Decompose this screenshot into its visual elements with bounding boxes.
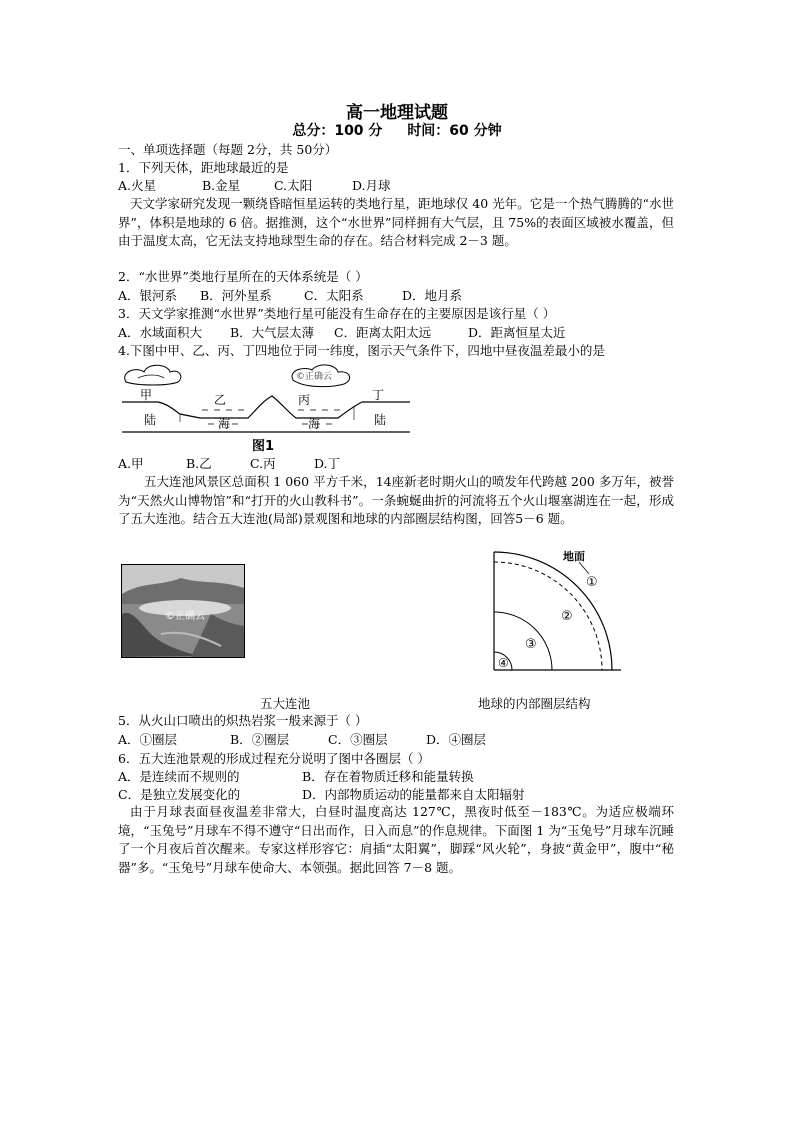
photo-caption: 五大连池: [260, 696, 311, 711]
total-score: 总分：100 分: [292, 123, 383, 139]
marker-2: ②: [561, 609, 573, 624]
label-lu-right: 陆: [374, 413, 387, 427]
label-hai-right: 海: [308, 417, 321, 431]
q4-option-a: A.甲: [118, 456, 144, 471]
watermark-fig1: ©正确云: [296, 372, 333, 382]
label-lu-left: 陆: [144, 413, 157, 427]
exam-time: 时间：60 分钟: [407, 123, 502, 139]
q6-option-b: B．存在着物质迁移和能量转换: [302, 769, 474, 784]
q1-option-c: C.太阳: [274, 178, 313, 193]
q3-option-a: A．水域面积大: [118, 325, 203, 340]
section-heading: 一、单项选择题（每题 2分，共 50分）: [118, 142, 338, 157]
layers-caption: 地球的内部圈层结构: [478, 696, 591, 711]
q5-option-d: D．④圈层: [426, 732, 487, 747]
q1-option-a: A.火星: [118, 178, 157, 193]
q2-option-d: D．地月系: [402, 288, 463, 303]
label-ding: 丁: [372, 388, 385, 402]
label-hai-left: 海: [218, 417, 231, 431]
q2-option-c: C．太阳系: [304, 288, 364, 303]
q5-option-a: A．①圈层: [118, 732, 178, 747]
page-title: 高一地理试题: [346, 103, 448, 123]
wudalianchi-photo: [121, 564, 245, 658]
q5-option-c: C．③圈层: [328, 732, 388, 747]
q5-stem: 5．从火山口喷出的炽热岩浆一般来源于（ ）: [118, 713, 368, 728]
marker-3: ③: [525, 637, 537, 652]
label-yi: 乙: [214, 393, 227, 407]
label-bing: 丙: [298, 393, 311, 407]
q3-stem: 3．天文学家推测“水世界”类地行星可能没有生命存在的主要原因是该行星（ ）: [118, 306, 556, 321]
q3-option-b: B．大气层太薄: [230, 325, 315, 340]
q2-stem: 2．“水世界”类地行星所在的天体系统是（ ）: [118, 269, 368, 284]
marker-1: ①: [586, 575, 598, 590]
q3-option-c: C．距离太阳太远: [334, 325, 432, 340]
surface-label: 地面: [563, 550, 585, 563]
q5-option-b: B．②圈层: [230, 732, 290, 747]
q4-option-b: B.乙: [186, 456, 212, 471]
watermark-photo: ©正确云: [165, 611, 205, 622]
figure-1-caption: 图1: [252, 439, 275, 454]
q3-option-d: D．距离恒星太近: [468, 325, 566, 340]
q1-option-d: D.月球: [352, 178, 391, 193]
label-jia: 甲: [140, 388, 153, 402]
q1-stem: 1．下列天体，距地球最近的是: [118, 160, 289, 175]
q2-option-a: A．银河系: [118, 288, 178, 303]
q4-option-c: C.丙: [250, 456, 276, 471]
terrain-profile: [122, 396, 410, 418]
earth-layers-diagram: [493, 550, 623, 672]
passage-wudalianchi: 五大连池风景区总面积 1 060 平方千米，14座新老时期火山的喷发年代跨越 200 多万年，被誉为“天然火山博物馆”和“打开的火山教科书”。一条蜿蜒曲折的河流将五个火山堰塞湖连在一起，形成了五大连池。结合五大连池(局部)景观图和地球的内部圈层结构图，回答5－6 题。: [118, 474, 674, 526]
q6-option-c: C．是独立发展变化的: [118, 787, 241, 802]
q4-option-d: D.丁: [314, 456, 341, 471]
q1-option-b: B.金星: [202, 178, 241, 193]
passage-water-world: 天文学家研究发现一颗绕昏暗恒星运转的类地行星，距地球仅 40 光年。它是一个热气腾腾的“水世界”，体积是地球的 6 倍。据推测，这个“水世界”同样拥有大气层，且 75%的表面区域被水覆盖，但由于温度太高，它无法支持地球型生命的存在。结合材料完成 2－3 题。: [118, 196, 674, 248]
q6-option-a: A．是连续而不规则的: [118, 769, 240, 784]
q6-option-d: D．内部物质运动的能量都来自太阳辐射: [302, 787, 525, 802]
q4-stem: 4.下图中甲、乙、丙、丁四地位于同一纬度，图示天气条件下，四地中昼夜温差最小的是: [118, 343, 605, 358]
q6-stem: 6．五大连池景观的形成过程充分说明了图中各圈层（ ）: [118, 751, 430, 766]
exam-info: [0, 120, 794, 140]
passage-yutu: 由于月球表面昼夜温差非常大，白昼时温度高达 127℃，黑夜时低至－183℃。为适应极端环境，“玉兔号”月球车不得不遵守“日出而作，日入而息”的作息规律。下面图 1 为“玉兔号”月球车沉睡了一个月夜后首次醒来。专家这样形容它：肩插“太阳翼”，脚踩“风火轮”，身披“黄金甲”，腹中“秘器”多。“玉兔号”月球车使命大、本领强。据此回答 7－8 题。: [118, 804, 674, 875]
marker-4: ④: [498, 656, 509, 670]
q2-option-b: B．河外星系: [200, 288, 272, 303]
figure-1-diagram: [118, 362, 413, 457]
